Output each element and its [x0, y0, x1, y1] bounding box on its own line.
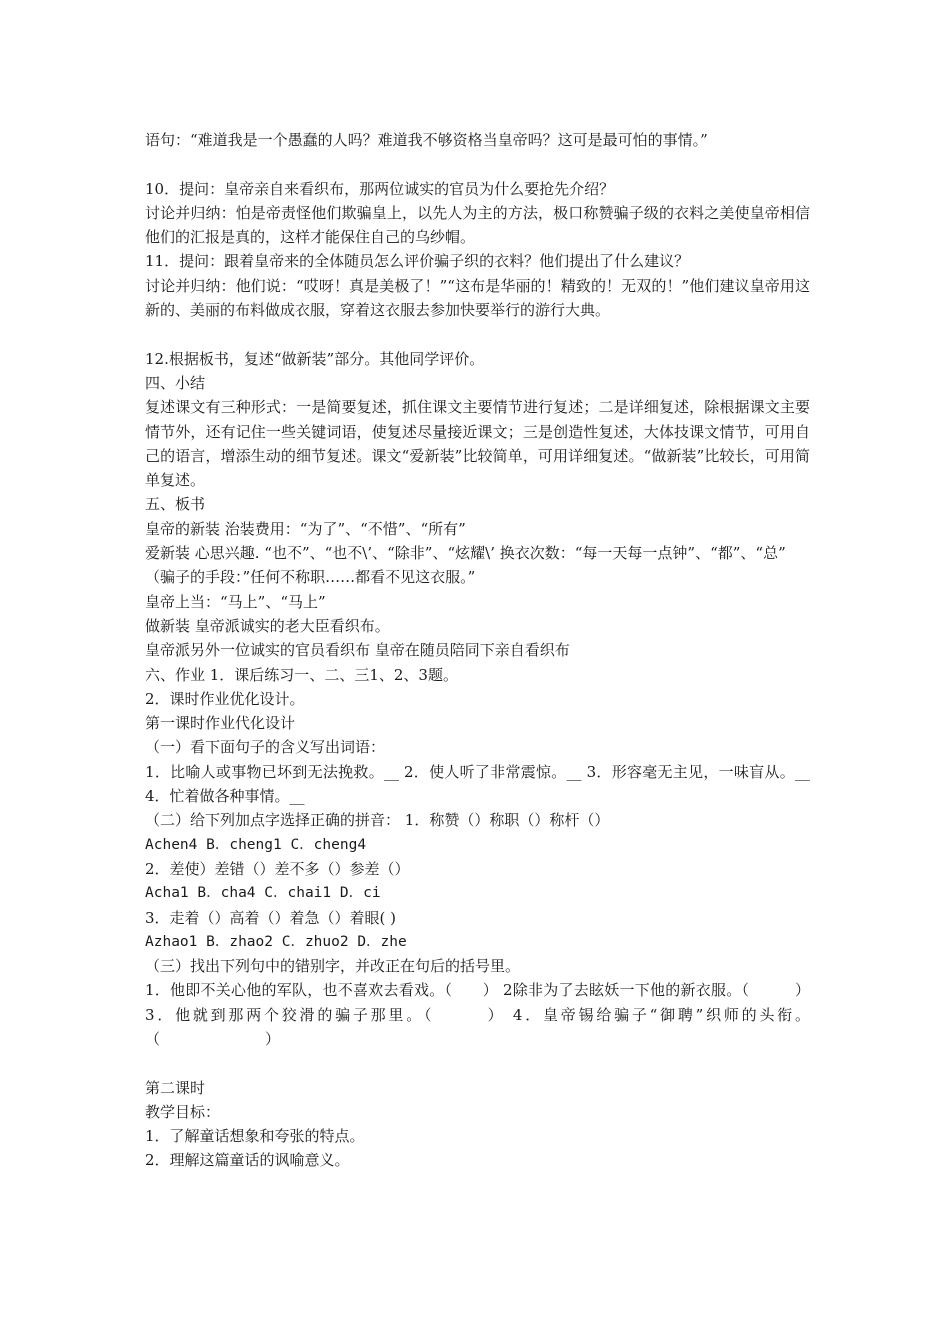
text-line: 皇帝的新装 治装费用：“为了”、“不惜”、“所有”: [145, 519, 466, 538]
text-line: （三）找出下列句中的错别字，并改正在句后的括号里。: [145, 957, 521, 976]
paragraph: 讨论并归纳：他们说：“哎呀！真是美极了！”“这布是华丽的！精致的！无双的！”他们建议皇帝用这新的、美丽的布料做成衣服，穿着这衣服去参加快要举行的游行大典。: [145, 276, 810, 320]
text-line: （二）给下列加点字选择正确的拼音： 1．称赞（）称职（）称杆（）: [145, 811, 610, 830]
text-line: 10．提问：皇帝亲自来看织布，那两位诚实的官员为什么要抢先介绍？: [145, 179, 615, 198]
section-heading: 四、小结: [145, 373, 206, 392]
document-body: [145, 128, 810, 1173]
text-line: 3．走着（）高着（）着急（）着眼( ): [145, 908, 397, 927]
blank-line: [145, 322, 810, 346]
text-line: 皇帝派另外一位诚实的官员看织布 皇帝在随员陪同下亲自看织布: [145, 641, 570, 660]
text-line: （骗子的手段：”任何不称职……都看不见这衣服。”: [145, 568, 476, 587]
text-line: Acha1 B．cha4 C．chai1 D．ci: [145, 885, 381, 902]
text-line: Achen4 B．cheng1 C．cheng4: [145, 836, 367, 853]
text-line: 2．差使）差错（）差不多（）参差（）: [145, 859, 410, 878]
text-line: 皇帝上当：“马上”、“马上”: [145, 592, 326, 611]
blank-line: [145, 152, 810, 176]
text-line: 2．理解这篇童话的讽喻意义。: [145, 1151, 350, 1170]
text-line: 第一课时作业代化设计: [145, 714, 296, 733]
text-line: 做新装 皇帝派诚实的老大臣看织布。: [145, 616, 390, 635]
text-line: 2．课时作业优化设计。: [145, 689, 305, 708]
section-heading: 第二课时: [145, 1078, 206, 1097]
text-line: 1．了解童话想象和夸张的特点。: [145, 1127, 365, 1146]
text-line: 12.根据板书，复述“做新装”部分。其他同学评价。: [145, 349, 485, 368]
paragraph: 1．他即不关心他的军队，也不喜欢去看戏。（ ） 2除非为了去眩妖一下他的新衣服。（ ） 3．他就到那两个狡滑的骗子那里。（ ） 4．皇帝锡给骗子“御聘”织师的头衔。（ ）: [145, 981, 810, 1048]
paragraph: 讨论并归纳：怕是帝责怪他们欺骗皇上，以先人为主的方法，极口称赞骗子级的衣料之美使皇帝相信他们的汇报是真的，这样才能保住自己的乌纱帽。: [145, 203, 810, 247]
paragraph: 复述课文有三种形式：一是简要复述，抓住课文主要情节进行复述；二是详细复述，除根据课文主要情节外，还有记住一些关键词语，使复述尽量接近课文；三是创造性复述，大体技课文情节，可用自己的语言，增添生动的细节复述。课文“爱新装”比较简单，可用详细复述。“做新装”比较长，可用简单复述。: [145, 398, 810, 490]
text-line: Azhao1 B．zhao2 C．zhuo2 D．zhe: [145, 933, 407, 950]
paragraph: 1．比喻人或事物已坏到无法挽救。__ 2．使人听了非常震惊。__ 3．形容毫无主见，一味盲从。__ 4．忙着做各种事情。__: [145, 762, 810, 806]
text-line: （一）看下面句子的含义写出词语：: [145, 738, 386, 757]
text-line: 11．提问：跟着皇帝来的全体随员怎么评价骗子织的衣料？他们提出了什么建议？: [145, 252, 690, 271]
paragraph: 爱新装 心思兴趣. “也不”、“也不\’、“除非”、“炫耀\’ 换衣次数：“每一天每一点钟”、“都”、“总”: [145, 544, 786, 563]
section-heading: 五、板书: [145, 495, 206, 514]
section-heading: 六、作业 1．课后练习一、二、三1、2、3题。: [145, 665, 458, 684]
blank-line: [145, 1051, 810, 1075]
text-line: 语句：“难道我是一个愚蠢的人吗？难道我不够资格当皇帝吗？这可是最可怕的事情。”: [145, 131, 708, 149]
text-line: 教学目标：: [145, 1102, 221, 1121]
